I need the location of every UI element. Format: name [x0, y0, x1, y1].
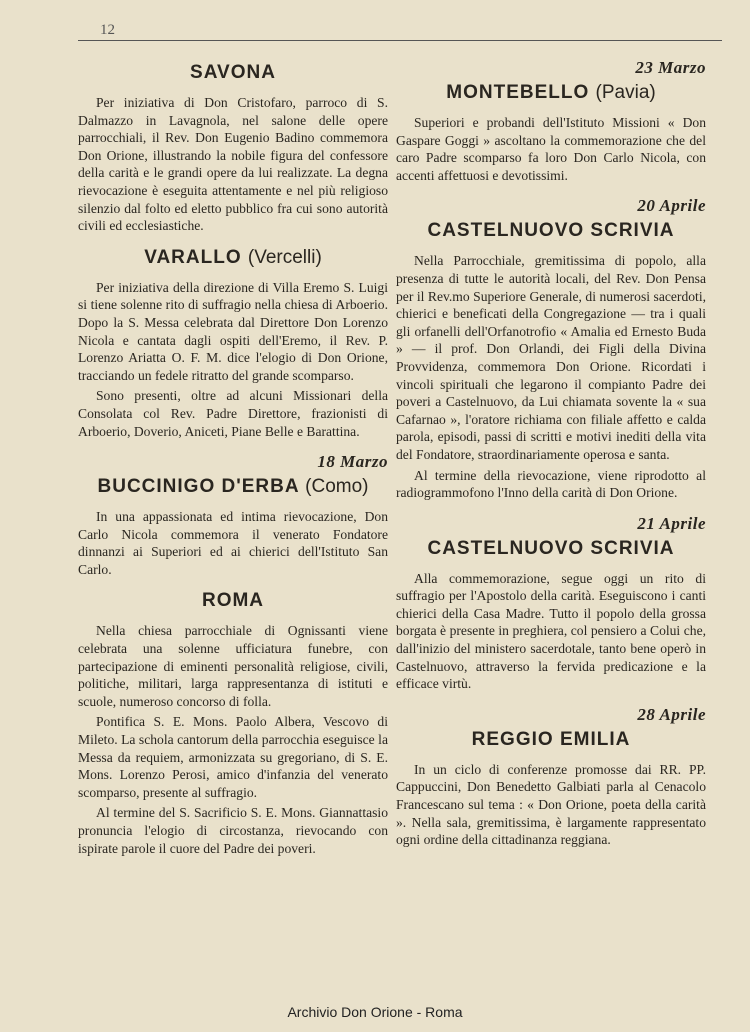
- heading-buccinigo: [78, 476, 388, 498]
- right-column: [396, 58, 706, 861]
- section-castelnuovo-1: [396, 196, 706, 501]
- paragraph: Al termine del S. Sacrificio S. E. Mons. Giannattasio pronuncia l'elogio di circostanza, rievocando con ispirate parole il cuore del Padre dei poveri.: [78, 805, 388, 856]
- date-label: 18 Marzo: [317, 452, 388, 472]
- date-label: 23 Marzo: [635, 58, 706, 77]
- paragraph: Nella Parrocchiale, gremitissima di popolo, alla presenza di tutte le autorità locali, del Rev. Don Pensa per il Rev.mo Superiore Generale, di numerosi sacerdoti, chierici e beneficati della Congregazione — tra i quali gli orfanelli dell'Orfanotrofio « Amalia ed Ernesto Buda » — il prof. Don Orlandi, dei Figli della Divina Provvidenza, commemora Don Orione. Ricordati i vincoli spirituali che legarono il compianto Padre dei poveri a Castelnuovo, da Lui chiamata sovente la « sua Cafarnao », l'oratore richiama con filiale affetto e calda parola, episodi, passi di scritti e motivi inediti della vita del Fondatore, straordinariamente operosa e santa.: [396, 253, 706, 462]
- paragraph: In una appassionata ed intima rievocazione, Don Carlo Nicola commemora il venerato Fondatore dinnanzi ai Superiori ed ai chierici dell'Istituto San Carlo.: [78, 509, 388, 577]
- heading-castelnuovo: CASTELNUOVO SCRIVIA: [427, 537, 675, 559]
- section-castelnuovo-2: [396, 514, 706, 693]
- section-varallo: [78, 247, 388, 440]
- heading-montebello: [396, 82, 706, 104]
- heading-title: MONTEBELLO: [446, 82, 590, 103]
- section-roma: [78, 590, 388, 857]
- heading-savona: SAVONA: [190, 62, 276, 83]
- section-savona: [78, 62, 388, 235]
- heading-roma: ROMA: [201, 590, 265, 612]
- heading-reggio: REGGIO EMILIA: [471, 728, 631, 750]
- archive-footer: Archivio Don Orione - Roma: [287, 1004, 463, 1020]
- paragraph: Alla commemorazione, segue oggi un rito di suffragio per l'Apostolo della carità. Eseguiscono i canti chierici della Casa Madre. Tutto il popolo della grossa borgata è presente in preghiera, col pensiero a Colui che, dall'inizio del ministero sacerdotale, tanto bene operò in Castelnuovo, attraverso la fervida predicazione e la efficace virtù.: [396, 570, 706, 692]
- paragraph: Sono presenti, oltre ad alcuni Missionari della Consolata col Rev. Padre Direttore, frazionisti di Arboerio, Doverio, Aniceti, Piane Belle e Barattina.: [78, 388, 388, 439]
- date-label: 20 Aprile: [637, 196, 706, 216]
- section-buccinigo: [78, 452, 388, 578]
- paragraph: Per iniziativa della direzione di Villa Eremo S. Luigi si tiene solenne rito di suffragio nella chiesa di Arboerio. Dopo la S. Messa celebrata dal Direttore Don Lorenzo Nicola e cantata dagli ospiti dell'Eremo, il Rev. P. Lorenzo Ariatta O. F. M. dice l'elogio di Don Orione, tracciando un fedele ritratto del grande scomparso.: [78, 279, 388, 383]
- date-label: 28 Aprile: [637, 704, 706, 724]
- paragraph: In un ciclo di conferenze promosse dai RR. PP. Cappuccini, Don Benedetto Galbiati parla al Cenacolo Francescano sul tema : « Don Orione, poeta della carità ». Nella sala, gremitissima, è largamente rappresentato ogni ordine della cittadinanza reggiana.: [396, 761, 706, 848]
- heading-subtitle: (Vercelli): [247, 246, 322, 268]
- heading-title: VARALLO: [144, 246, 242, 268]
- paragraph: Superiori e probandi dell'Istituto Missioni « Don Gaspare Goggi » ascoltano la commemorazione che del caro Padre scomparso fa loro Don Carlo Nicola, con accenti affettuosi e devotissimi.: [396, 115, 706, 183]
- heading-varallo: [78, 247, 388, 269]
- paragraph: Per iniziativa di Don Cristofaro, parroco di S. Dalmazzo in Lavagnola, nel salone delle opere parrocchiali, il Rev. Don Eugenio Badino commemora Don Orione, illustrando la nobile figura del confessore della carità e le grandi opere da lui realizzate. La degna rievocazione è eseguita attentamente e nel più religioso silenzio dal folto ed eletto pubblico fra cui sono autorità civili ed ecclesiastiche.: [78, 95, 388, 234]
- section-montebello: [396, 58, 706, 184]
- top-rule: [78, 40, 722, 41]
- heading-castelnuovo: CASTELNUOVO SCRIVIA: [427, 220, 675, 242]
- page-number: 12: [100, 22, 115, 38]
- section-reggio: [396, 705, 706, 849]
- heading-subtitle: (Como): [305, 476, 369, 498]
- date-label: 21 Aprile: [637, 513, 706, 533]
- heading-subtitle: (Pavia): [595, 82, 656, 103]
- paragraph: Nella chiesa parrocchiale di Ognissanti viene celebrata una solenne ufficiatura funebre, con partecipazione di eminenti personalità religiose, civili, politiche, militari, larga rappresentanza di istituti e scuole, numeroso concorso di folla.: [78, 623, 388, 709]
- left-column: [78, 58, 388, 869]
- paragraph: Al termine della rievocazione, viene riprodotto al radiogrammofono l'Inno della carità di Don Orione.: [396, 467, 706, 501]
- paragraph: Pontifica S. E. Mons. Paolo Albera, Vescovo di Mileto. La schola cantorum della parrocchia eseguisce la Messa da requiem, armonizzata su gregoriano, di S. E. Mons. Lorenzo Perosi, amico d'infanzia del venerato scomparso, presente al suffragio.: [78, 714, 388, 800]
- heading-title: BUCCINIGO D'ERBA: [97, 476, 299, 498]
